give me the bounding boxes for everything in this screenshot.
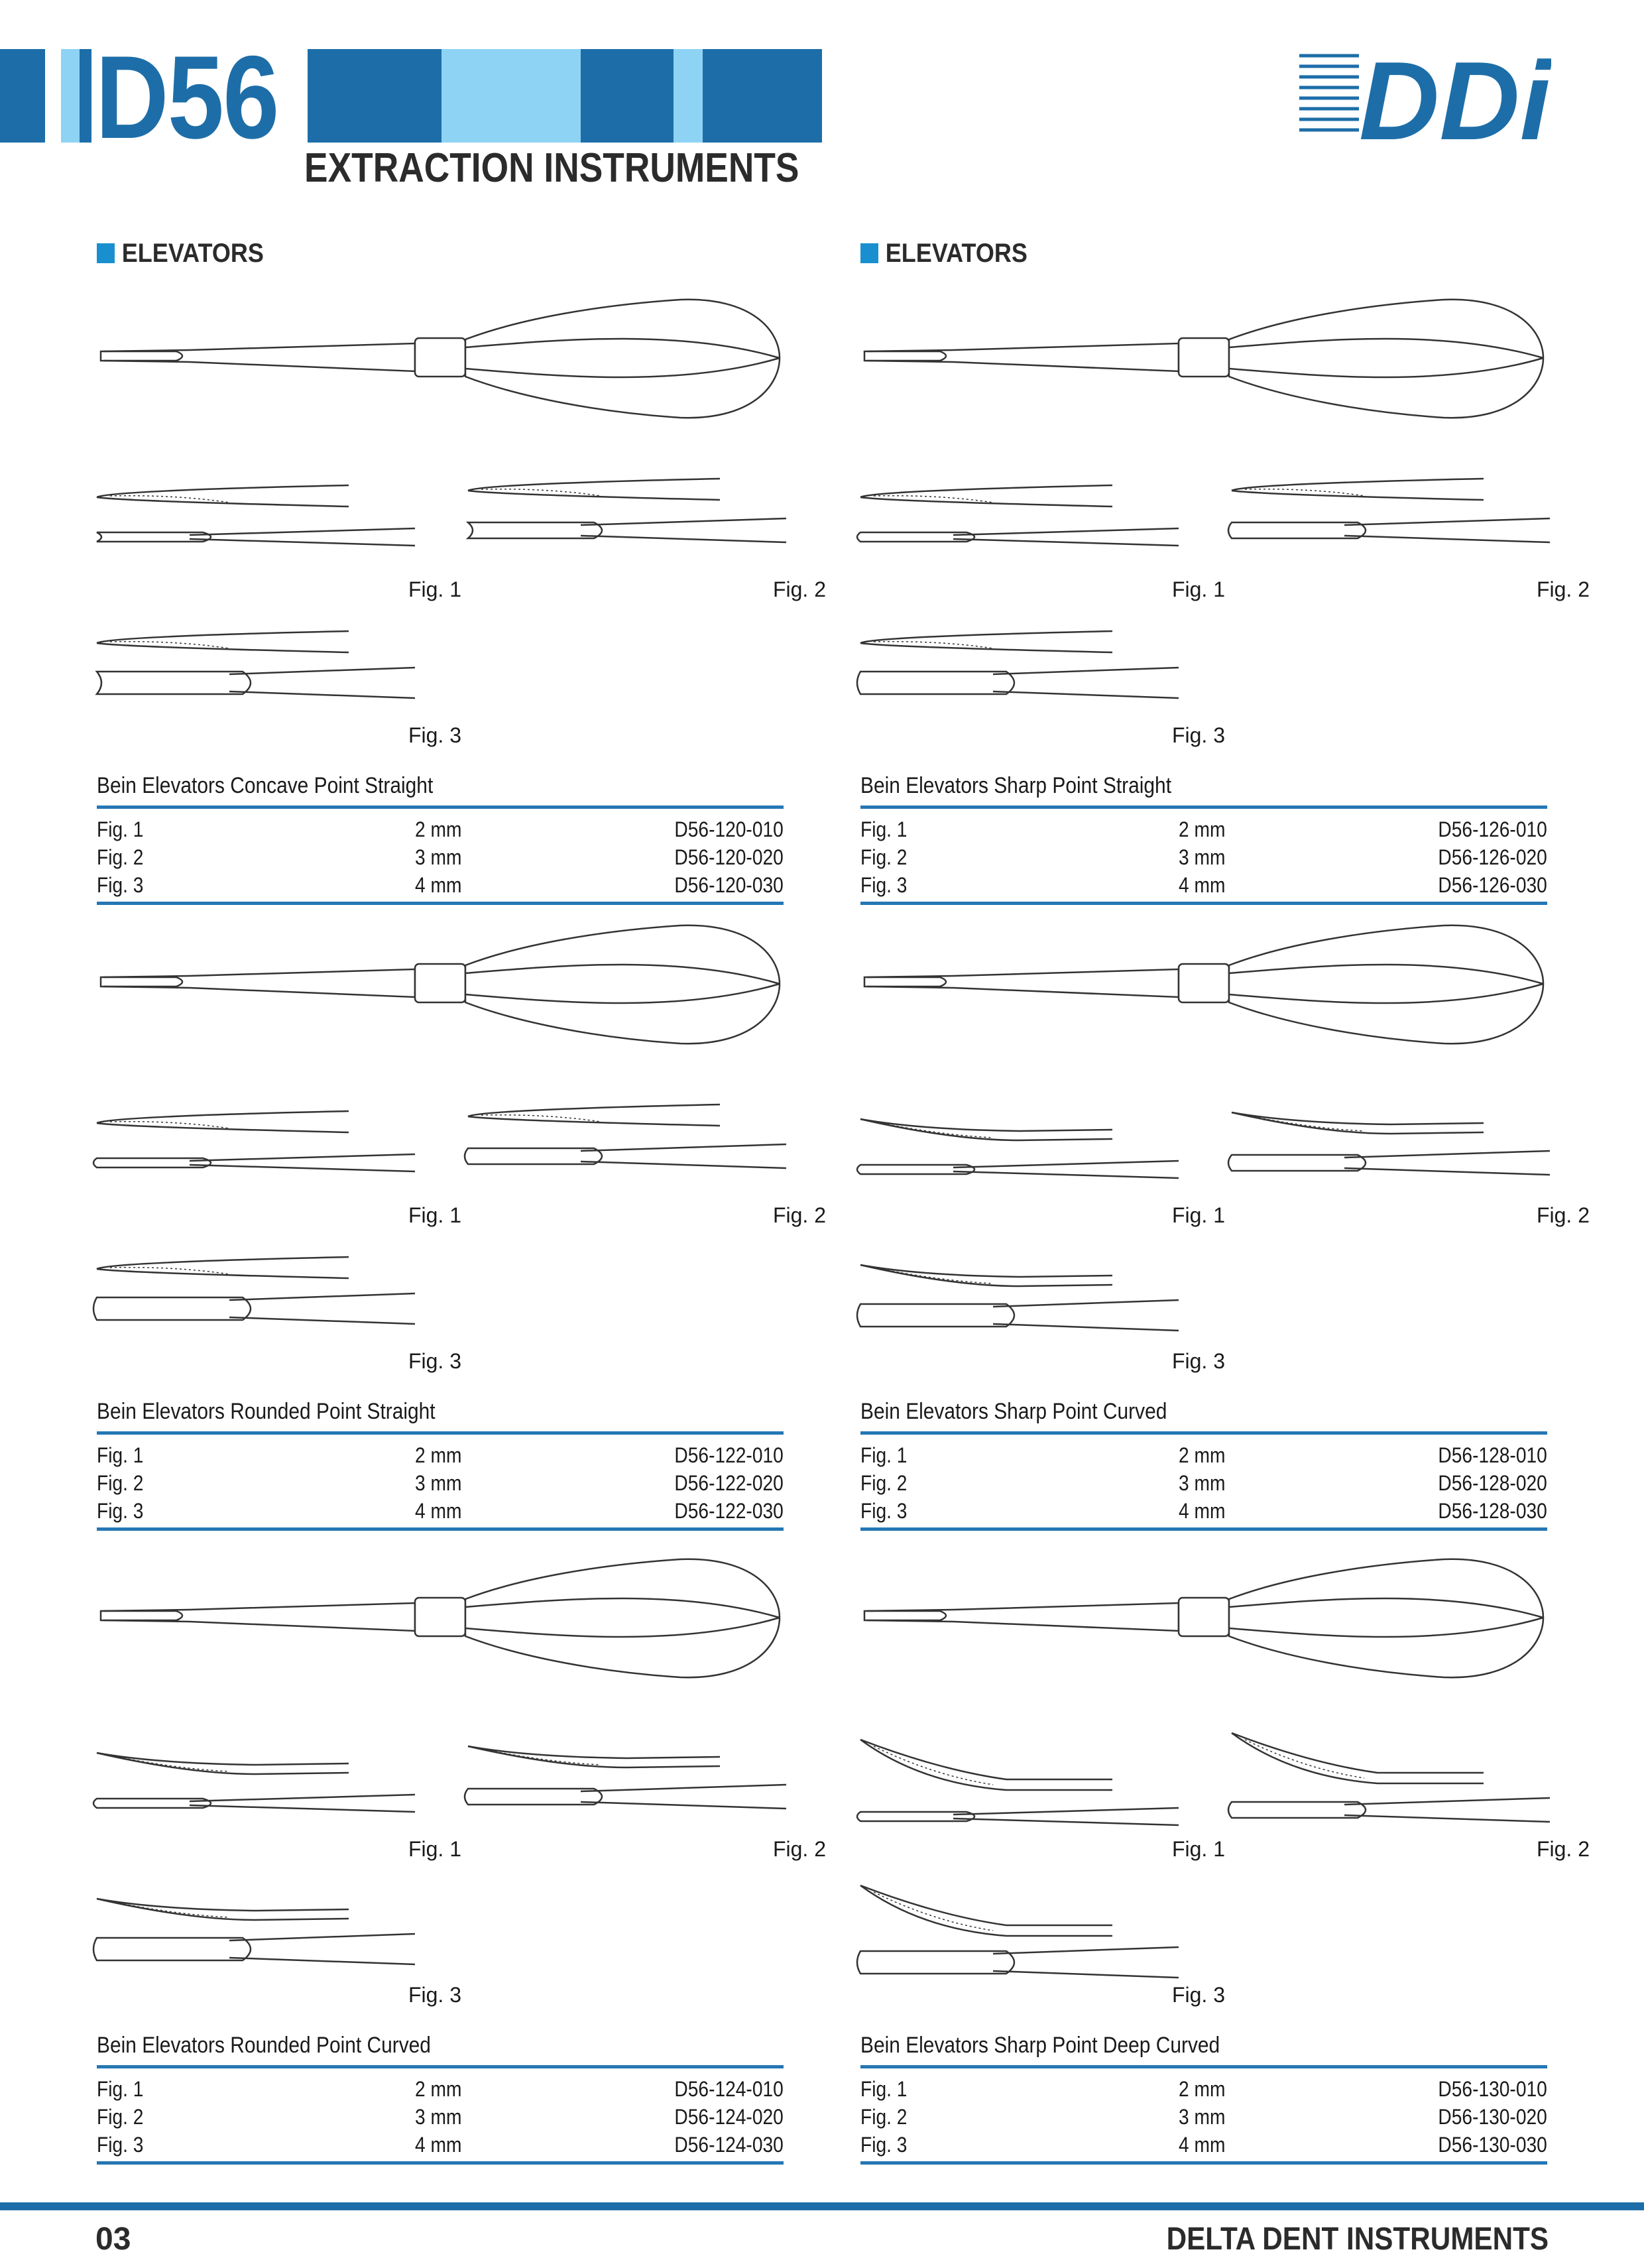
figure-cell: Fig. 3	[860, 873, 908, 897]
header-band-left-stripe	[0, 49, 45, 143]
instrument-illustration	[97, 1545, 826, 2009]
table-row	[860, 2075, 1547, 2103]
figure-cell: Fig. 3	[97, 873, 144, 897]
footer-brand: DELTA DENT INSTRUMENTS	[1166, 2222, 1549, 2257]
figure-label: Fig. 2	[1536, 1203, 1590, 1227]
size-cell: 3 mm	[1179, 845, 1226, 869]
section-heading-right: ELEVATORS	[860, 239, 1028, 268]
elevator-drawing	[864, 1559, 1543, 1677]
header-band-right	[581, 49, 674, 143]
figure-cell: Fig. 3	[97, 1499, 144, 1523]
size-cell: 2 mm	[415, 2077, 462, 2101]
figure-label: Fig. 3	[408, 1983, 461, 2007]
product-code-cell: D56-126-030	[1438, 873, 1547, 897]
elevator-drawing	[101, 1559, 780, 1677]
size-cell: 2 mm	[1179, 1443, 1226, 1467]
product-code-cell: D56-130-010	[1438, 2077, 1547, 2101]
tip-detail-drawing	[1228, 479, 1550, 542]
table-rule-top	[97, 2065, 784, 2068]
header-band-right	[703, 49, 822, 143]
size-cell: 3 mm	[1179, 1471, 1226, 1495]
table-rule-top	[97, 1431, 784, 1435]
tip-detail-drawing	[93, 1899, 415, 1964]
elevator-drawing	[101, 300, 780, 418]
product-title: Bein Elevators Rounded Point Straight	[97, 1399, 436, 1424]
table-rule-bottom	[860, 1527, 1547, 1531]
table-row	[860, 1441, 1547, 1469]
table-row	[97, 1469, 784, 1497]
tip-detail-drawing	[465, 1746, 786, 1809]
product-title: Bein Elevators Sharp Point Curved	[860, 1399, 1167, 1424]
product-code-cell: D56-120-010	[674, 817, 784, 841]
size-cell: 2 mm	[1179, 817, 1226, 841]
figure-label: Fig. 1	[1171, 577, 1225, 601]
size-cell: 4 mm	[1179, 1499, 1226, 1523]
figure-label: Fig. 2	[772, 577, 826, 601]
table-rule-top	[860, 1431, 1547, 1435]
figure-label: Fig. 3	[408, 723, 461, 747]
table-row	[860, 815, 1547, 843]
table-row	[860, 1469, 1547, 1497]
figure-label: Fig. 2	[772, 1837, 826, 1861]
figure-cell: Fig. 3	[860, 2133, 908, 2157]
header-band-right	[322, 49, 441, 143]
table-row	[97, 1441, 784, 1469]
table-row	[860, 1497, 1547, 1525]
product-title: Bein Elevators Rounded Point Curved	[97, 2033, 431, 2058]
table-row	[860, 2103, 1547, 2131]
table-row	[97, 2103, 784, 2131]
figure-label: Fig. 1	[408, 1837, 461, 1861]
tip-detail-drawing	[465, 1104, 786, 1168]
product-title: Bein Elevators Concave Point Straight	[97, 773, 434, 798]
size-cell: 4 mm	[415, 2133, 462, 2157]
tip-detail-drawing	[857, 1265, 1179, 1331]
product-title: Bein Elevators Sharp Point Deep Curved	[860, 2033, 1220, 2058]
section-heading-left: ELEVATORS	[97, 239, 264, 268]
product-code-cell: D56-128-010	[1438, 1443, 1547, 1467]
bullet-square-icon	[860, 243, 878, 263]
figure-cell: Fig. 1	[97, 2077, 144, 2101]
page-subtitle: EXTRACTION INSTRUMENTS	[304, 145, 799, 191]
figure-label: Fig. 3	[1171, 723, 1225, 747]
figure-label: Fig. 1	[1171, 1203, 1225, 1227]
footer-rule	[0, 2202, 1644, 2210]
instrument-illustration	[860, 1545, 1590, 2009]
size-cell: 4 mm	[1179, 2133, 1226, 2157]
size-cell: 4 mm	[1179, 873, 1226, 897]
instrument-illustration	[860, 911, 1590, 1375]
table-rule-bottom	[860, 2161, 1547, 2165]
product-code-cell: D56-130-020	[1438, 2105, 1547, 2129]
figure-label: Fig. 1	[1171, 1837, 1225, 1861]
table-rule-bottom	[97, 1527, 784, 1531]
table-row	[860, 2131, 1547, 2159]
size-cell: 4 mm	[415, 1499, 462, 1523]
header-band-right	[308, 49, 322, 143]
tip-detail-drawing	[1228, 1733, 1550, 1822]
table-row	[97, 843, 784, 871]
figure-cell: Fig. 2	[97, 2105, 144, 2129]
product-code-cell: D56-124-030	[674, 2133, 784, 2157]
tip-detail-drawing	[857, 631, 1179, 698]
size-cell: 2 mm	[415, 1443, 462, 1467]
figure-cell: Fig. 2	[97, 1471, 144, 1495]
figure-cell: Fig. 1	[97, 1443, 144, 1467]
figure-label: Fig. 1	[408, 1203, 461, 1227]
table-rule-bottom	[97, 2161, 784, 2165]
product-code-cell: D56-120-030	[674, 873, 784, 897]
product-code-cell: D56-128-030	[1438, 1499, 1547, 1523]
bullet-square-icon	[97, 243, 115, 263]
size-cell: 3 mm	[415, 1471, 462, 1495]
elevator-drawing	[101, 925, 780, 1044]
size-cell: 3 mm	[415, 2105, 462, 2129]
tip-detail-drawing	[468, 479, 786, 542]
figure-label: Fig. 1	[408, 577, 461, 601]
product-code-cell: D56-120-020	[674, 845, 784, 869]
table-row	[97, 2075, 784, 2103]
ddi-logo	[1299, 46, 1551, 146]
figure-label: Fig. 2	[772, 1203, 826, 1227]
product-code-cell: D56-124-020	[674, 2105, 784, 2129]
product-code-cell: D56-122-010	[674, 1443, 784, 1467]
instrument-illustration	[97, 911, 826, 1375]
figure-cell: Fig. 2	[860, 1471, 908, 1495]
table-row	[860, 843, 1547, 871]
table-rule-top	[97, 806, 784, 809]
page-number: 03	[95, 2222, 131, 2257]
size-cell: 4 mm	[415, 873, 462, 897]
figure-label: Fig. 2	[1536, 577, 1590, 601]
product-title: Bein Elevators Sharp Point Straight	[860, 773, 1172, 798]
figure-label: Fig. 2	[1536, 1837, 1590, 1861]
header-band-stripe	[80, 49, 91, 143]
tip-detail-drawing	[857, 1119, 1179, 1178]
instrument-illustration	[860, 285, 1590, 749]
table-row	[860, 871, 1547, 899]
figure-cell: Fig. 1	[97, 817, 144, 841]
product-code-cell: D56-126-020	[1438, 845, 1547, 869]
tip-detail-drawing	[97, 631, 415, 698]
figure-cell: Fig. 1	[860, 817, 908, 841]
tip-detail-drawing	[93, 1753, 415, 1812]
table-rule-bottom	[860, 902, 1547, 905]
product-code-cell: D56-122-020	[674, 1471, 784, 1495]
figure-cell: Fig. 1	[860, 1443, 908, 1467]
tip-detail-drawing	[1228, 1112, 1550, 1175]
table-row	[97, 2131, 784, 2159]
product-code-cell: D56-128-020	[1438, 1471, 1547, 1495]
table-rule-top	[860, 2065, 1547, 2068]
tip-detail-drawing	[97, 485, 415, 546]
product-code-cell: D56-122-030	[674, 1499, 784, 1523]
tip-detail-drawing	[93, 1257, 415, 1324]
table-row	[97, 871, 784, 899]
tip-detail-drawing	[857, 485, 1179, 546]
table-rule-bottom	[97, 902, 784, 905]
figure-cell: Fig. 2	[860, 845, 908, 869]
instrument-illustration	[97, 285, 826, 749]
header-band-right-light	[674, 49, 703, 143]
product-code-cell: D56-124-010	[674, 2077, 784, 2101]
product-code-cell: D56-126-010	[1438, 817, 1547, 841]
figure-label: Fig. 3	[1171, 1983, 1225, 2007]
tip-detail-drawing	[857, 1740, 1179, 1825]
tip-detail-drawing	[857, 1885, 1179, 1978]
svg-text:DDi: DDi	[1359, 46, 1551, 146]
elevator-drawing	[864, 925, 1543, 1044]
table-rule-top	[860, 806, 1547, 809]
figure-cell: Fig. 3	[97, 2133, 144, 2157]
table-row	[97, 1497, 784, 1525]
product-code-cell: D56-130-030	[1438, 2133, 1547, 2157]
size-cell: 3 mm	[415, 845, 462, 869]
figure-cell: Fig. 3	[860, 1499, 908, 1523]
size-cell: 3 mm	[1179, 2105, 1226, 2129]
figure-cell: Fig. 2	[97, 845, 144, 869]
figure-cell: Fig. 2	[860, 2105, 908, 2129]
tip-detail-drawing	[93, 1111, 415, 1171]
figure-cell: Fig. 1	[860, 2077, 908, 2101]
size-cell: 2 mm	[415, 817, 462, 841]
table-row	[97, 815, 784, 843]
header-band-light-stripe	[61, 49, 80, 143]
elevator-drawing	[864, 300, 1543, 418]
figure-label: Fig. 3	[408, 1349, 461, 1373]
figure-label: Fig. 3	[1171, 1349, 1225, 1373]
header-band-right-light	[441, 49, 581, 143]
catalog-code: D56	[95, 31, 278, 163]
size-cell: 2 mm	[1179, 2077, 1226, 2101]
